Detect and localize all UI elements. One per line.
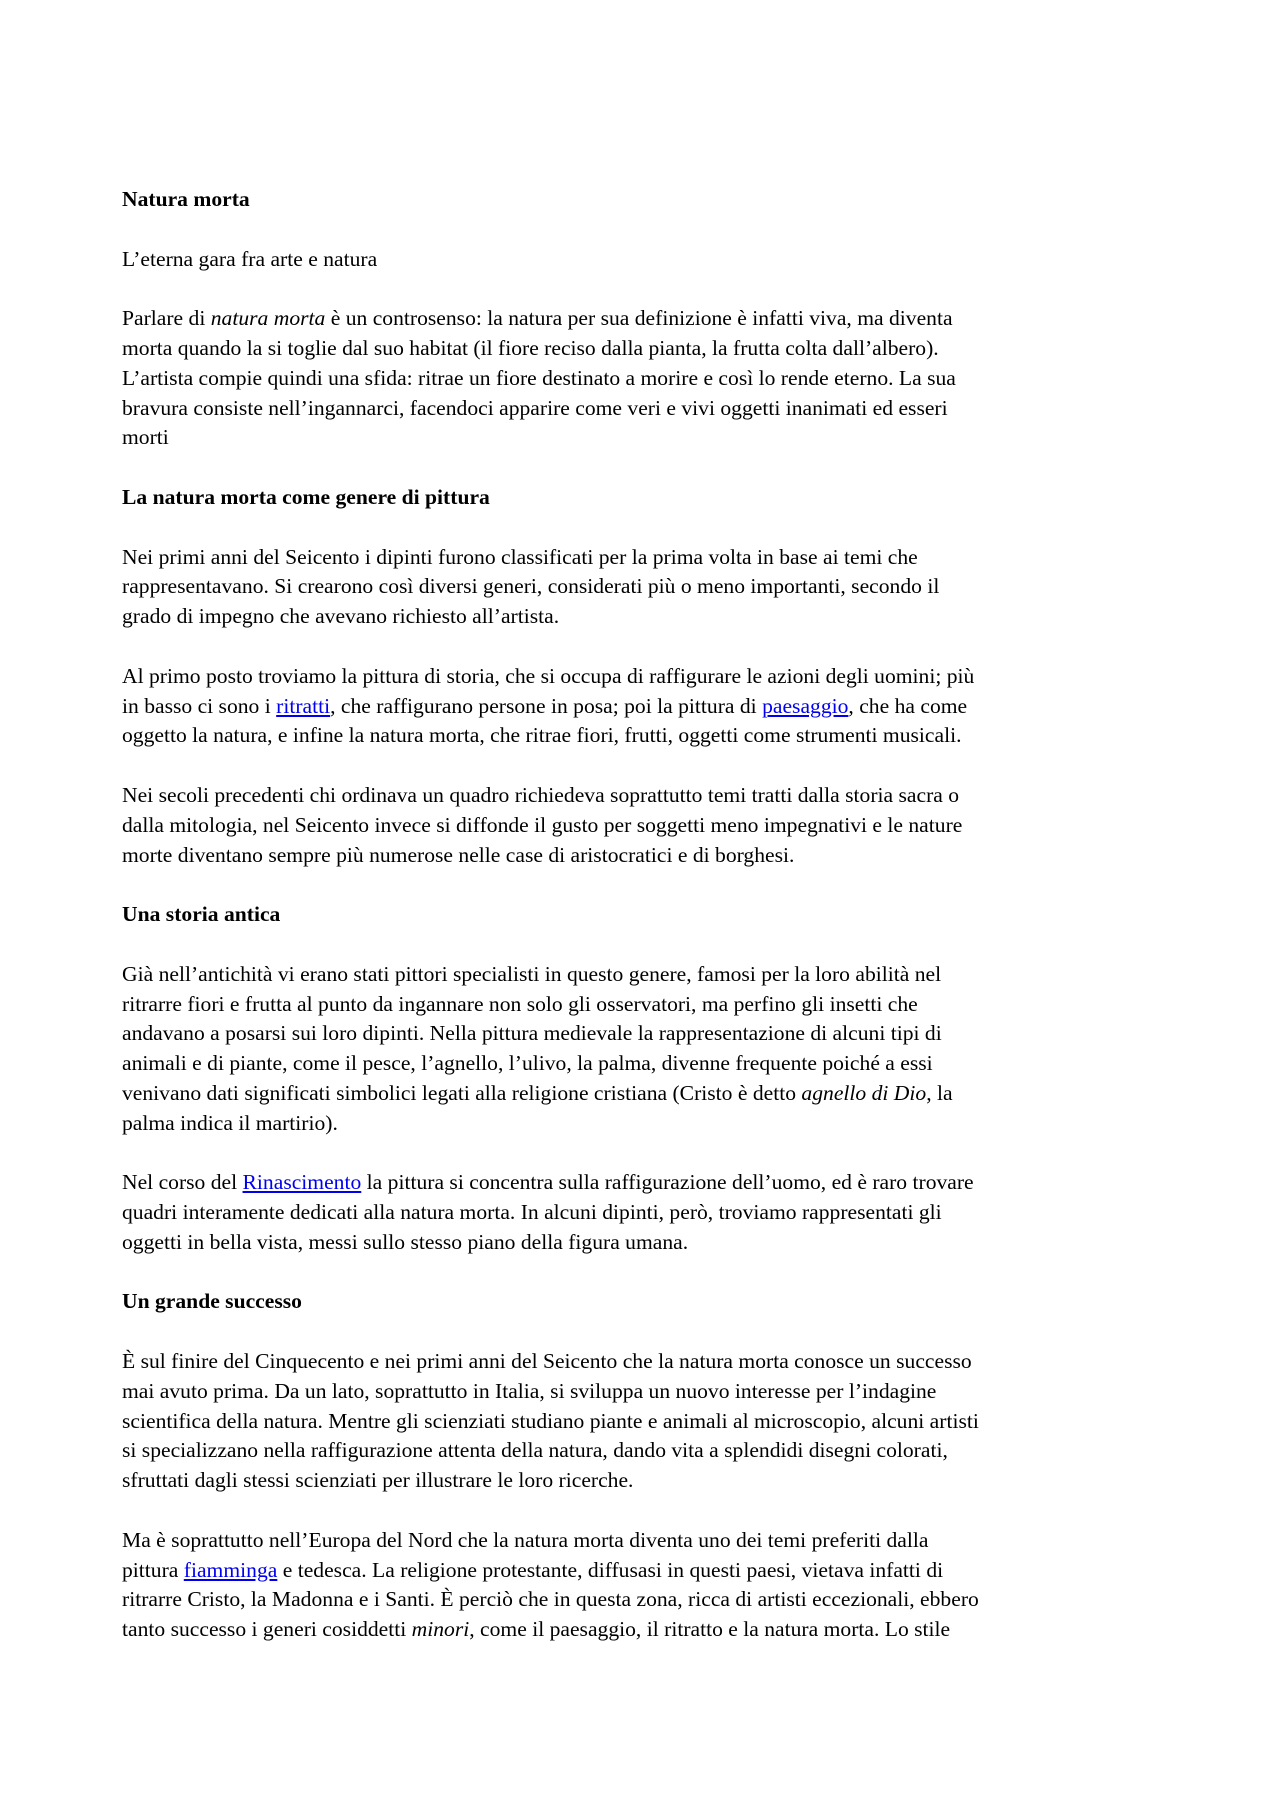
text: scientifica della natura. Mentre gli scienziati studiano piante e animali al microscopio, alcuni artisti (122, 1408, 979, 1433)
text-line (122, 1079, 1182, 1109)
text: ritrarre Cristo, la Madonna e i Santi. È perciò che in questa zona, ricca di artisti eccezionali, ebbero (122, 1587, 979, 1612)
text: L’artista compie quindi una sfida: ritrae un fiore destinato a morire e così lo rende eterno. La sua (122, 365, 956, 390)
text-line (122, 245, 1182, 275)
text: bravura consiste nell’ingannarci, facendoci apparire come veri e vivi oggetti inanimati ed esseri (122, 395, 948, 420)
text-line (122, 602, 1182, 632)
blank-line (122, 453, 1182, 483)
text-line (122, 1585, 1182, 1615)
text: , che ha come (848, 693, 968, 718)
text: si specializzano nella raffigurazione attenta della natura, dando vita a splendidi disegni colorati, (122, 1438, 948, 1463)
text-line (122, 394, 1182, 424)
text-line (122, 1109, 1182, 1139)
text: morti (122, 425, 169, 450)
text: morte diventano sempre più numerose nelle case di aristocratici e di borghesi. (122, 842, 795, 867)
italic-text: natura morta (210, 306, 326, 331)
text: È sul finire del Cinquecento e nei primi anni del Seicento che la natura morta conosce un successo (122, 1349, 972, 1374)
text: Già nell’antichità vi erano stati pittori specialisti in questo genere, famosi per la loro abilità nel (122, 961, 942, 986)
text: Nel corso del (122, 1170, 243, 1195)
text-line (122, 1466, 1182, 1496)
text: venivano dati significati simbolici legati alla religione cristiana (Cristo è detto (122, 1080, 802, 1105)
section-heading (122, 185, 1182, 215)
document-page (122, 185, 1182, 1645)
text-line (122, 423, 1182, 453)
text-line (122, 364, 1182, 394)
text: in basso ci sono i (122, 693, 277, 718)
text: andavano a posarsi sui loro dipinti. Nella pittura medievale la rappresentazione di alcuni tipi di (122, 1021, 942, 1046)
text-line (122, 543, 1182, 573)
italic-text: agnello di Dio (801, 1080, 927, 1105)
heading-text: Natura morta (122, 187, 250, 211)
text: è un controsenso: la natura per sua definizione è infatti viva, ma diventa (325, 306, 953, 331)
blank-line (122, 930, 1182, 960)
text: morta quando la si toglie dal suo habitat (il fiore reciso dalla pianta, la frutta colta dall’albero). (122, 335, 939, 360)
text: , che raffigurano persone in posa; poi la pittura di (330, 693, 763, 718)
section-heading (122, 483, 1182, 513)
text-line (122, 960, 1182, 990)
link-paesaggio[interactable]: paesaggio (762, 693, 849, 718)
text-line (122, 781, 1182, 811)
text-line (122, 1198, 1182, 1228)
blank-line (122, 513, 1182, 543)
blank-line (122, 215, 1182, 245)
text: dalla mitologia, nel Seicento invece si diffonde il gusto per soggetti meno impegnativi e le nature (122, 812, 963, 837)
text: animali e di piante, come il pesce, l’agnello, l’ulivo, la palma, divenne frequente poiché a essi (122, 1051, 933, 1076)
section-heading (122, 1287, 1182, 1317)
text-line (122, 1407, 1182, 1437)
text-line (122, 811, 1182, 841)
italic-text: minori (411, 1617, 470, 1642)
text: Al primo posto troviamo la pittura di storia, che si occupa di raffigurare le azioni degli uomini; più (122, 663, 975, 688)
text-line (122, 1615, 1182, 1645)
heading-text: Un grande successo (122, 1289, 302, 1314)
text-line (122, 1228, 1182, 1258)
text: Nei primi anni del Seicento i dipinti furono classificati per la prima volta in base ai temi che (122, 544, 918, 569)
text: oggetto la natura, e infine la natura morta, che ritrae fiori, frutti, oggetti come strumenti musicali. (122, 723, 962, 748)
text: rappresentavano. Si crearono così diversi generi, considerati più o meno importanti, secondo il (122, 574, 940, 599)
text-line (122, 1347, 1182, 1377)
text-line (122, 721, 1182, 751)
text: ritrarre fiori e frutta al punto da ingannare non solo gli osservatori, ma perfino gli insetti che (122, 991, 918, 1016)
blank-line (122, 274, 1182, 304)
text: Ma è soprattutto nell’Europa del Nord che la natura morta diventa uno dei temi preferiti dalla (122, 1527, 929, 1552)
text: e tedesca. La religione protestante, diffusasi in questi paesi, vietava infatti di (277, 1557, 944, 1582)
blank-line (122, 1317, 1182, 1347)
text: mai avuto prima. Da un lato, soprattutto in Italia, si sviluppa un nuovo interesse per l’indagine (122, 1378, 937, 1403)
text: Nei secoli precedenti chi ordinava un quadro richiedeva soprattutto temi tratti dalla storia sacra o (122, 782, 960, 807)
blank-line (122, 870, 1182, 900)
heading-text: La natura morta come genere di pittura (122, 484, 490, 509)
text-line (122, 662, 1182, 692)
link-ritratti[interactable]: ritratti (276, 693, 331, 718)
blank-line (122, 751, 1182, 781)
text: oggetti in bella vista, messi sullo stesso piano della figura umana. (122, 1229, 689, 1254)
blank-line (122, 1139, 1182, 1169)
text: , la (926, 1080, 953, 1105)
text-line (122, 1168, 1182, 1198)
link-fiamminga[interactable]: fiamminga (183, 1557, 278, 1582)
text: Parlare di (122, 306, 211, 331)
text: sfruttati dagli stessi scienziati per illustrare le loro ricerche. (122, 1468, 634, 1493)
text-line (122, 1556, 1182, 1586)
text-line (122, 1019, 1182, 1049)
blank-line (122, 1496, 1182, 1526)
text: pittura (122, 1557, 184, 1582)
text: quadri interamente dedicati alla natura morta. In alcuni dipinti, però, troviamo rappresentati gli (122, 1200, 942, 1225)
text: tanto successo i generi cosiddetti (122, 1617, 412, 1642)
text-line (122, 841, 1182, 871)
text-line (122, 572, 1182, 602)
text-line (122, 304, 1182, 334)
link-rinascimento[interactable]: Rinascimento (242, 1170, 362, 1195)
text: palma indica il martirio). (122, 1110, 338, 1135)
text-line (122, 1436, 1182, 1466)
section-heading (122, 900, 1182, 930)
text: grado di impegno che avevano richiesto all’artista. (122, 604, 560, 629)
blank-line (122, 632, 1182, 662)
text-line (122, 1526, 1182, 1556)
text-line (122, 1377, 1182, 1407)
text: la pittura si concentra sulla raffigurazione dell’uomo, ed è raro trovare (361, 1170, 974, 1195)
heading-text: Una storia antica (122, 902, 281, 927)
text-line (122, 692, 1182, 722)
text-line (122, 334, 1182, 364)
text: L’eterna gara fra arte e natura (122, 246, 378, 271)
text-line (122, 1049, 1182, 1079)
blank-line (122, 1258, 1182, 1288)
text: , come il paesaggio, il ritratto e la natura morta. Lo stile (469, 1617, 951, 1642)
text-line (122, 990, 1182, 1020)
